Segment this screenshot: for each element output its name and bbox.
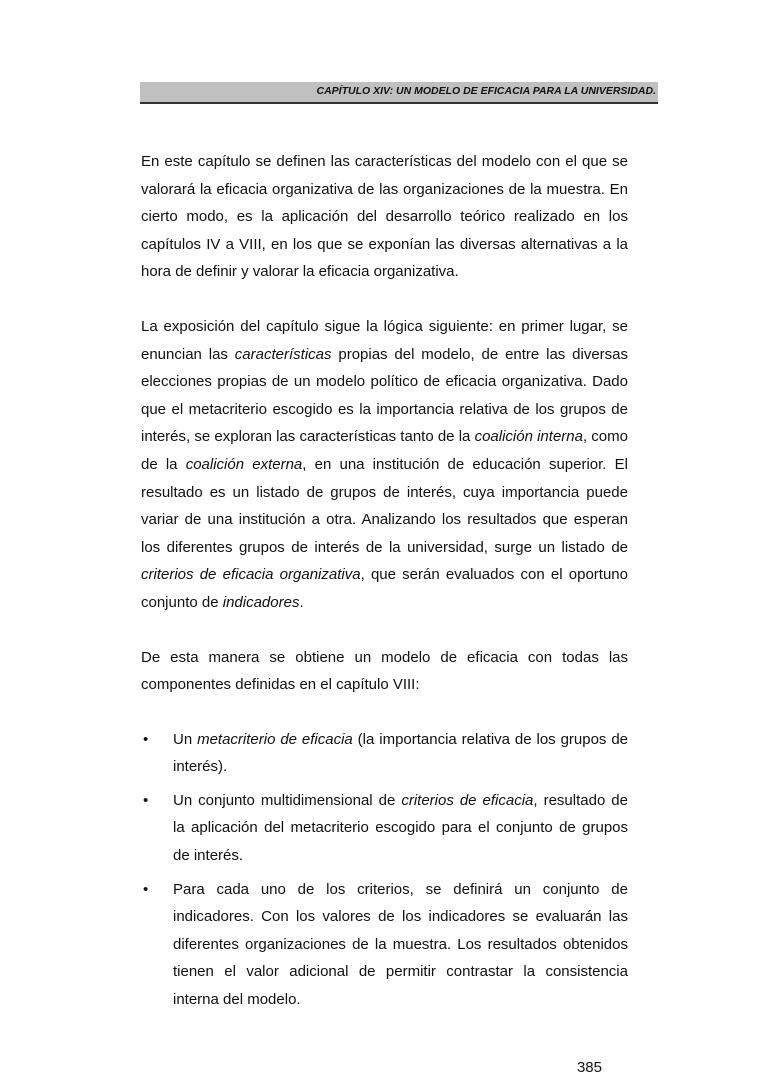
page-number: 385: [576, 1058, 602, 1076]
emphasis: coalición interna: [474, 428, 583, 446]
bullet-icon: •: [143, 730, 149, 748]
paragraph-structure: [141, 313, 628, 617]
emphasis: coalición externa: [185, 455, 303, 473]
text: propias del modelo, de entre las diversas elecciones propias de un modelo político de eficacia organizativa. Dado que el metacriterio escogido es la importancia relativa de los grupos de interés, se exploran las características tanto de la: [141, 345, 629, 446]
text: Para cada uno de los criterios, se definirá un conjunto de indicadores. Con los valores de los indicadores se evaluarán las diferentes organizaciones de la muestra. Los resultados obtenidos tienen el valor adicional de permitir contrastar la consistencia interna del modelo.: [173, 880, 628, 1009]
text: Un conjunto multidimensional de: [173, 791, 402, 809]
emphasis: indicadores: [222, 593, 300, 611]
emphasis: criterios de eficacia: [401, 791, 534, 809]
text: , que serán evaluados con el oportuno conjunto de: [141, 566, 628, 611]
text: , resultado de la aplicación del metacriterio escogido para el conjunto de grupos de interés.: [173, 791, 628, 865]
emphasis: metacriterio de eficacia: [197, 730, 353, 748]
paragraph-intro: En este capítulo se definen las características del modelo con el que se valorará la eficacia organizativa de las organizaciones de la muestra. En cierto modo, es la aplicación del desarrollo teórico realizado en los capítulos IV a VIII, en los que se exponían las diversas alternativas a la hora de definir y valorar la eficacia organizativa.: [141, 153, 628, 281]
chapter-title: CAPÍTULO XIV: UN MODELO DE EFICACIA PARA LA UNIVERSIDAD.: [316, 85, 656, 97]
bullet-icon: •: [143, 791, 149, 809]
list-item: [141, 726, 628, 781]
bullet-icon: •: [143, 880, 149, 898]
emphasis: características: [234, 345, 332, 363]
list-item: [141, 787, 628, 870]
text: La exposición del capítulo sigue la lógica siguiente: en primer lugar, se enuncian las: [141, 317, 628, 363]
text: (la importancia relativa de los grupos de interés).: [173, 730, 629, 776]
paragraph-components: De esta manera se obtiene un modelo de eficacia con todas las componentes definidas en el capítulo VIII:: [141, 648, 628, 694]
emphasis: criterios de eficacia organizativa: [141, 566, 361, 584]
text: Un: [173, 730, 198, 748]
list-item: [141, 876, 628, 1014]
page-body: [141, 0, 628, 1081]
text: , como de la: [141, 428, 628, 473]
component-list: [141, 726, 628, 1014]
text: , en una institución de educación superior. El resultado es un listado de grupos de interés, cuya importancia puede variar de una institución a otra. Analizando los resultados que esperan los diferentes grupos de interés de la universidad, surge un listado de: [141, 455, 628, 556]
text: .: [299, 593, 304, 611]
